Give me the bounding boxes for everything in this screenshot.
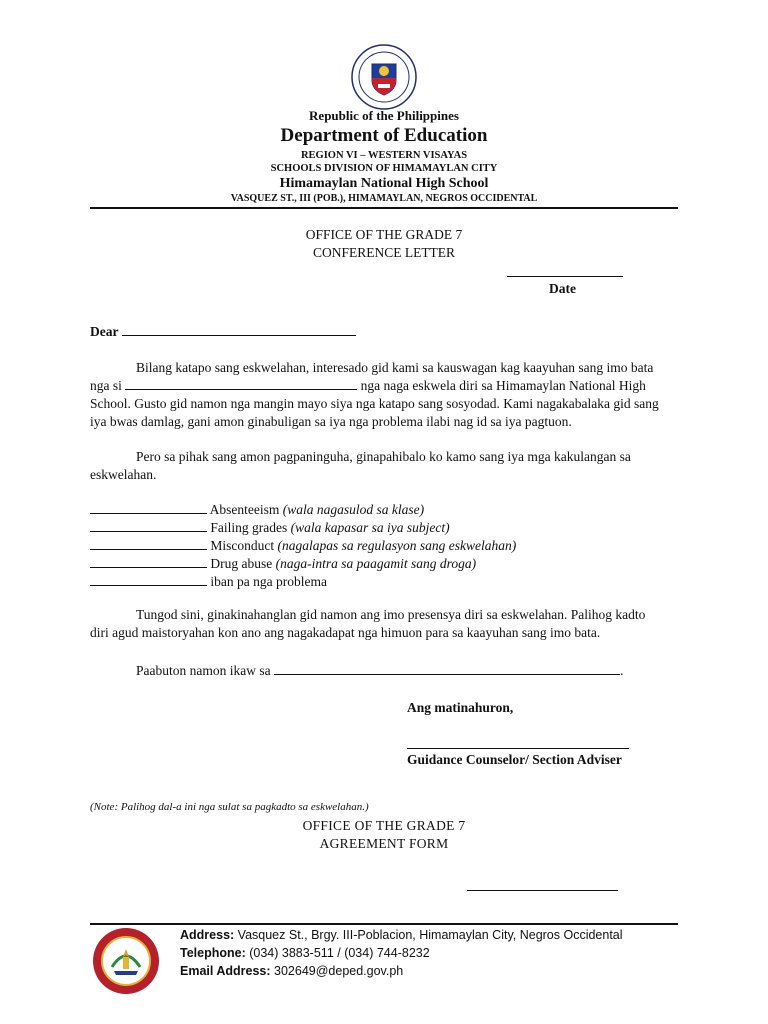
signature-blank[interactable] bbox=[407, 738, 629, 749]
republic-line: Republic of the Philippines bbox=[309, 108, 459, 123]
agreement-date-blank[interactable] bbox=[467, 880, 618, 891]
footer-address bbox=[180, 926, 623, 944]
check-blank[interactable] bbox=[90, 519, 207, 532]
footer-contact bbox=[180, 926, 623, 980]
para1-line4: iya bwas damlag, gani amon ginabuligan sa iya nga problema ilabi nag id sa iya pagtuon. bbox=[90, 414, 572, 429]
parent-name-blank[interactable] bbox=[122, 323, 356, 336]
check-blank[interactable] bbox=[90, 501, 207, 514]
para1-line3: School. Gusto gid namon nga mangin mayo siya nga katapo sang sosyodad. Kami nagakabalaka gid sang bbox=[90, 396, 659, 411]
region-line: REGION VI – WESTERN VISAYAS bbox=[300, 150, 468, 161]
footer-telephone bbox=[180, 944, 623, 962]
letter-title: CONFERENCE LETTER bbox=[312, 245, 456, 260]
signatory-title: Guidance Counselor/ Section Adviser bbox=[407, 752, 622, 767]
para3-line1: Tungod sini, ginakinahanglan gid namon ang imo presensya diri sa eskwelahan. Palihog kadto bbox=[136, 607, 646, 622]
paragraph-2 bbox=[90, 448, 680, 484]
footer-email bbox=[180, 962, 623, 980]
email-value[interactable]: 302649@deped.gov.ph bbox=[270, 964, 404, 978]
checklist-note: (naga-intra sa paagamit sang droga) bbox=[275, 556, 477, 571]
office-title: OFFICE OF THE GRADE 7 bbox=[305, 227, 463, 242]
para1-line2 bbox=[90, 377, 680, 395]
concern-checklist bbox=[90, 501, 680, 591]
division-line: SCHOOLS DIVISION OF HIMAMAYLAN CITY bbox=[270, 163, 498, 174]
checklist-note: (wala kapasar sa iya subject) bbox=[290, 520, 450, 535]
checklist-item-misconduct bbox=[90, 537, 680, 555]
bring-letter-note: (Note: Palihog dal-a ini nga sulat sa pagkadto sa eskwelahan.) bbox=[90, 801, 369, 813]
student-name-blank[interactable] bbox=[125, 377, 357, 390]
paragraph-4 bbox=[136, 662, 686, 680]
checklist-note: (nagalapas sa regulasyon sang eskwelahan) bbox=[277, 538, 517, 553]
checklist-label: Misconduct bbox=[210, 538, 275, 553]
para4-pre: Paabuton namon ikaw sa bbox=[136, 663, 271, 678]
dear-label: Dear bbox=[90, 324, 119, 339]
checklist-label: Failing grades bbox=[210, 520, 288, 535]
checklist-note: (wala nagasulod sa klase) bbox=[282, 502, 425, 517]
telephone-label: Telephone: bbox=[180, 946, 246, 960]
agreement-form-title: AGREEMENT FORM bbox=[319, 836, 449, 851]
address-value: Vasquez St., Brgy. III-Poblacion, Himamaylan City, Negros Occidental bbox=[234, 928, 623, 942]
department-title: Department of Education bbox=[280, 125, 488, 146]
checklist-label: Absenteeism bbox=[209, 502, 280, 517]
date-blank[interactable] bbox=[507, 266, 623, 277]
check-blank[interactable] bbox=[90, 537, 207, 550]
header-divider bbox=[90, 207, 678, 209]
meeting-place-blank[interactable] bbox=[274, 662, 620, 675]
date-label: Date bbox=[549, 281, 576, 296]
checklist-item-absenteeism bbox=[90, 501, 680, 519]
checklist-label: Drug abuse bbox=[210, 556, 273, 571]
email-label: Email Address: bbox=[180, 964, 271, 978]
checklist-label: iban pa nga problema bbox=[210, 574, 327, 589]
para2-line2: eskwelahan. bbox=[90, 467, 157, 482]
para3-line2: diri agud maistoryahan kon ano ang nagakadapat nga himuon para sa kaayuhan sang imo bata. bbox=[90, 625, 601, 640]
agreement-office-title: OFFICE OF THE GRADE 7 bbox=[302, 818, 466, 833]
para1-line1: Bilang katapo sang eskwelahan, interesado gid kami sa kauswagan kag kaayuhan sang imo bata bbox=[136, 360, 654, 375]
salutation bbox=[90, 323, 356, 341]
para1-line2-pre: nga si bbox=[90, 378, 122, 393]
para2-line1: Pero sa pihak sang amon pagpaninguha, ginapahibalo ko kamo sang iya mga kakulangan sa bbox=[136, 449, 631, 464]
check-blank[interactable] bbox=[90, 555, 207, 568]
checklist-item-other bbox=[90, 573, 680, 591]
address-label: Address: bbox=[180, 928, 235, 942]
school-name: Himamaylan National High School bbox=[279, 176, 489, 191]
checklist-item-drug-abuse bbox=[90, 555, 680, 573]
footer-divider bbox=[90, 923, 678, 925]
deped-seal-logo bbox=[351, 44, 417, 110]
check-blank[interactable] bbox=[90, 573, 207, 586]
telephone-value: (034) 3883-511 / (034) 744-8232 bbox=[245, 946, 430, 960]
para1-line2-post: nga naga eskwela diri sa Himamaylan National High bbox=[360, 378, 646, 393]
checklist-item-failing-grades bbox=[90, 519, 680, 537]
para4-post: . bbox=[619, 663, 624, 678]
closing-line: Ang matinahuron, bbox=[407, 700, 514, 715]
school-address: VASQUEZ ST., III (POB.), HIMAMAYLAN, NEGROS OCCIDENTAL bbox=[230, 193, 538, 204]
paragraph-3 bbox=[90, 606, 680, 642]
school-logo bbox=[92, 927, 160, 995]
paragraph-1 bbox=[90, 359, 680, 431]
